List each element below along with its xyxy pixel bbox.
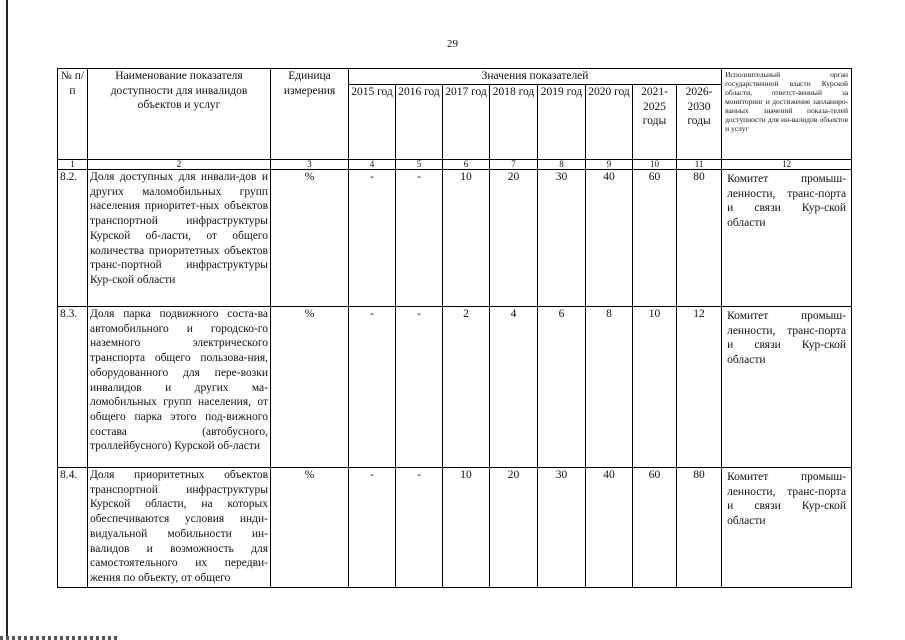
row-num: 8.3. [58,307,88,468]
header-year: 2020 год [586,85,633,160]
header-year: 2015 год [349,85,396,160]
column-number: 8 [538,160,586,170]
column-number: 7 [490,160,538,170]
row-value: - [349,170,396,307]
row-org: Комитет промыш-ленности, транс-порта и связи Кур-ской области [722,307,852,468]
column-number: 3 [271,160,349,170]
row-name: Доля доступных для инвали-дов и других маломобильных групп населения приоритет-ных объектов транспортной инфраструктуры Курской об-ласти, от общего количества приоритетных объектов транс-портной инфраструктуры Кур-ской области [88,170,271,307]
header-year: 2019 год [538,85,586,160]
row-value: 30 [538,170,586,307]
column-number: 12 [722,160,852,170]
row-unit: % [271,170,349,307]
indicators-table [57,68,852,588]
header-num: № п/п [58,69,88,160]
table-row [58,468,852,588]
header-year: 2026-2030 годы [677,85,722,160]
row-value: 80 [677,468,722,588]
row-value: 10 [443,170,490,307]
row-value: - [349,468,396,588]
page-number: 29 [447,38,458,50]
column-number: 9 [586,160,633,170]
header-year: 2017 год [443,85,490,160]
row-value: 4 [490,307,538,468]
row-name: Доля парка подвижного соста-ва автомобильного и городско-го наземного электрического транспорта общего пользова-ния, оборудованного для пере-возки инвалидов и других ма-ломобильных групп населения, от общего парка этого под-вижного состава (автобусного, троллейбусного) Курской об-ласти [88,307,271,468]
header-row-1 [58,69,852,85]
row-org: Комитет промыш-ленности, транс-порта и связи Кур-ской области [722,170,852,307]
scan-bottom-mark [0,636,120,640]
row-value: - [396,170,443,307]
row-value: 30 [538,468,586,588]
column-number-row [58,160,852,170]
header-name: Наименование показателя доступности для инвалидов объектов и услуг [88,69,271,160]
row-value: 60 [633,170,677,307]
row-value: - [349,307,396,468]
row-unit: % [271,307,349,468]
column-number: 4 [349,160,396,170]
row-name: Доля приоритетных объектов транспортной инфраструктуры Курской области, на которых обеспечиваются условия инди-видуальной мобильности ин-валидов и возможность для самостоятельного их передви-жения по объекту, от общего [88,468,271,588]
row-num: 8.4. [58,468,88,588]
row-value: 6 [538,307,586,468]
header-values-group: Значения показателей [349,69,722,85]
header-year: 2016 год [396,85,443,160]
row-value: 8 [586,307,633,468]
column-number: 5 [396,160,443,170]
row-value: - [396,307,443,468]
row-value: 20 [490,468,538,588]
header-year: 2018 год [490,85,538,160]
header-unit: Единица измерения [271,69,349,160]
column-number: 10 [633,160,677,170]
table-row [58,307,852,468]
column-number: 1 [58,160,88,170]
row-value: 2 [443,307,490,468]
row-value: 10 [633,307,677,468]
column-number: 6 [443,160,490,170]
header-org: Исполнительный орган государственной власти Курской области, ответст-венный за мониторинг и достижение запланиро-ванных значений показа-телей доступности для ин-валидов объектов и услуг [722,69,852,160]
row-value: 60 [633,468,677,588]
row-org: Комитет промыш-ленности, транс-порта и связи Кур-ской области [722,468,852,588]
row-value: 80 [677,170,722,307]
row-num: 8.2. [58,170,88,307]
column-number: 2 [88,160,271,170]
row-value: 40 [586,170,633,307]
row-value: - [396,468,443,588]
table-row [58,170,852,307]
header-year: 2021-2025 годы [633,85,677,160]
scan-left-edge [6,0,8,640]
row-value: 12 [677,307,722,468]
row-value: 10 [443,468,490,588]
row-unit: % [271,468,349,588]
row-value: 20 [490,170,538,307]
column-number: 11 [677,160,722,170]
row-value: 40 [586,468,633,588]
